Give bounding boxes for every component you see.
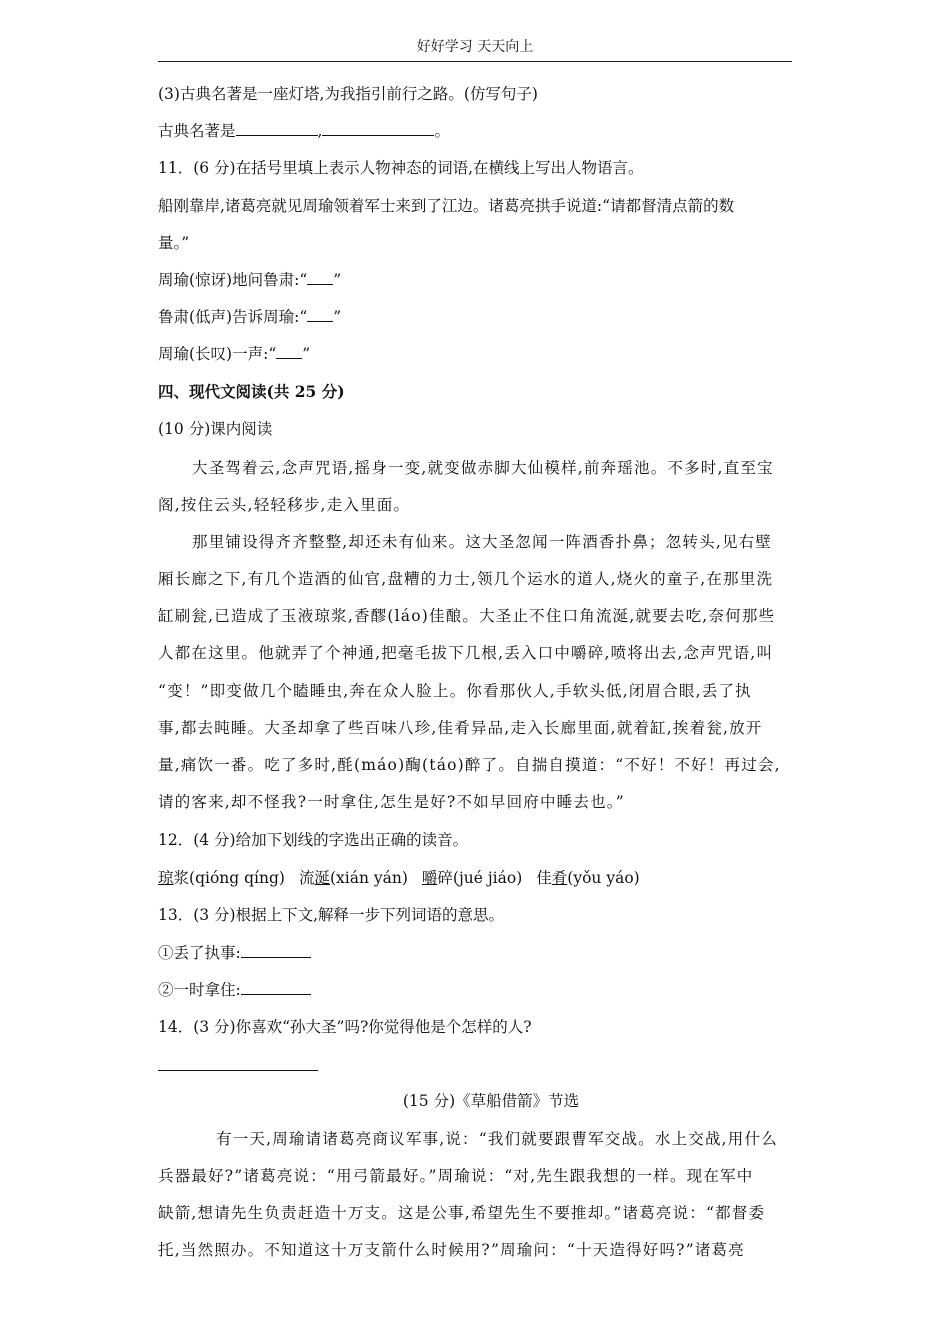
reading1-line: 量,痛饮一番。吃了多时,酕(máo)醄(táo)醉了。自揣自摸道：“不好！不好！再过会, [158, 756, 781, 774]
reading1-line: 厢长廊之下,有几个造酒的仙官,盘糟的力士,领几个运水的道人,烧火的童子,在那里洗 [158, 570, 774, 588]
q11-item-3 [158, 342, 310, 364]
q12-option-2: 流涎(xián yán) [298, 869, 408, 887]
reading1-line: “变！”即变做几个瞌睡虫,奔在众人脸上。你看那伙人,手软头低,闭眉合眼,丢了执 [158, 682, 752, 700]
q12-option-4: 佳肴(yǒu yáo) [536, 869, 640, 887]
reading1-line: 大圣驾着云,念声咒语,摇身一变,就变做赤脚大仙模样,前奔瑶池。不多时,直至宝 [192, 459, 774, 477]
q12-prompt: 12．(4 分)给加下划线的字选出正确的读音。 [158, 831, 469, 849]
reading1-heading: (10 分)课内阅读 [158, 420, 273, 438]
q13-item-2-label: ②一时拿住: [158, 981, 241, 999]
q10-3-fill-prefix: 古典名著是 [158, 122, 236, 140]
reading1-line: 缸刷瓮,已造成了玉液琼浆,香醪(láo)佳酿。大圣止不住口角流涎,就要去吃,奈何那些 [158, 607, 776, 625]
q12-option-1: 琼浆(qióng qíng) [158, 869, 285, 887]
q11-text-line2: 量。” [158, 234, 190, 252]
q10-3-blank-1[interactable] [236, 121, 318, 136]
q13-prompt: 13．(3 分)根据上下文,解释一步下列词语的意思。 [158, 906, 505, 924]
q11-prompt: 11．(6 分)在括号里填上表示人物神态的词语,在横线上写出人物语言。 [158, 159, 644, 177]
section-4-title: 四、现代文阅读(共 25 分) [158, 382, 345, 401]
q13-item-1 [158, 941, 311, 963]
q10-3-fill-line [158, 119, 450, 141]
reading2-line: 有一天,周瑜请诸葛亮商议军事,说：“我们就要跟曹军交战。水上交战,用什么 [216, 1130, 778, 1148]
q11-item-1 [158, 268, 341, 290]
q13-item-1-blank[interactable] [241, 943, 311, 958]
q11-item-3-after: ” [302, 345, 311, 363]
reading2-line: 兵器最好?”诸葛亮说：“用弓箭最好。”周瑜说：“对,先生跟我想的一样。现在军中 [158, 1167, 754, 1185]
q10-3-blank-2[interactable] [322, 121, 434, 136]
q11-item-1-blank[interactable] [307, 270, 333, 285]
q13-item-2-blank[interactable] [241, 980, 311, 995]
q12-options [158, 866, 640, 888]
q13-item-1-label: ①丢了执事: [158, 944, 241, 962]
q11-item-3-before: 周瑜(长叹)一声:“ [158, 345, 277, 363]
q10-3-prompt: (3)古典名著是一座灯塔,为我指引前行之路。(仿写句子) [158, 85, 538, 103]
q14-answer-line[interactable] [158, 1070, 318, 1071]
q11-item-1-after: ” [333, 271, 342, 289]
q10-3-fill-end: 。 [434, 122, 450, 140]
q12-option-3: 嚼碎(jué jiáo) [421, 869, 523, 887]
q11-item-1-before: 周瑜(惊讶)地问鲁肃:“ [158, 271, 308, 289]
reading1-line: 事,都去盹睡。大圣却拿了些百味八珍,佳肴异品,走入长廊里面,就着缸,挨着瓮,放开 [158, 719, 763, 737]
reading1-line: 人都在这里。他就弄了个神通,把毫毛拔下几根,丢入口中嚼碎,喷将出去,念声咒语,叫 [158, 644, 774, 662]
q11-item-2-before: 鲁肃(低声)告诉周瑜:“ [158, 308, 308, 326]
q11-text-line1: 船刚靠岸,诸葛亮就见周瑜领着军士来到了江边。诸葛亮拱手说道:“请都督清点箭的数 [158, 197, 735, 215]
reading1-line: 阁,按住云头,轻轻移步,走入里面。 [158, 496, 411, 514]
reading1-line: 那里铺设得齐齐整整,却还未有仙来。这大圣忽闻一阵酒香扑鼻；忽转头,见右壁 [192, 533, 773, 551]
q14-prompt: 14．(3 分)你喜欢“孙大圣”吗?你觉得他是个怎样的人? [158, 1018, 532, 1036]
q13-item-2 [158, 978, 311, 1000]
q11-item-2 [158, 305, 341, 327]
reading2-line: 托,当然照办。不知道这十万支箭什么时候用?”周瑜问：“十天造得好吗?”诸葛亮 [158, 1241, 745, 1259]
reading2-heading: (15 分)《草船借箭》节选 [402, 1092, 580, 1110]
header-divider [158, 61, 792, 62]
q11-item-3-blank[interactable] [276, 344, 302, 359]
reading2-line: 缺箭,想请先生负责赶造十万支。这是公事,希望先生不要推却。”诸葛亮说：“都督委 [158, 1204, 766, 1222]
reading1-line: 请的客来,却不怪我?一时拿住,怎生是好?不如早回府中睡去也。” [158, 793, 625, 811]
q11-item-2-blank[interactable] [307, 307, 333, 322]
q11-item-2-after: ” [333, 308, 342, 326]
q10-3-fill-comma: , [317, 122, 323, 140]
page-header: 好好学习 天天向上 [416, 39, 534, 55]
